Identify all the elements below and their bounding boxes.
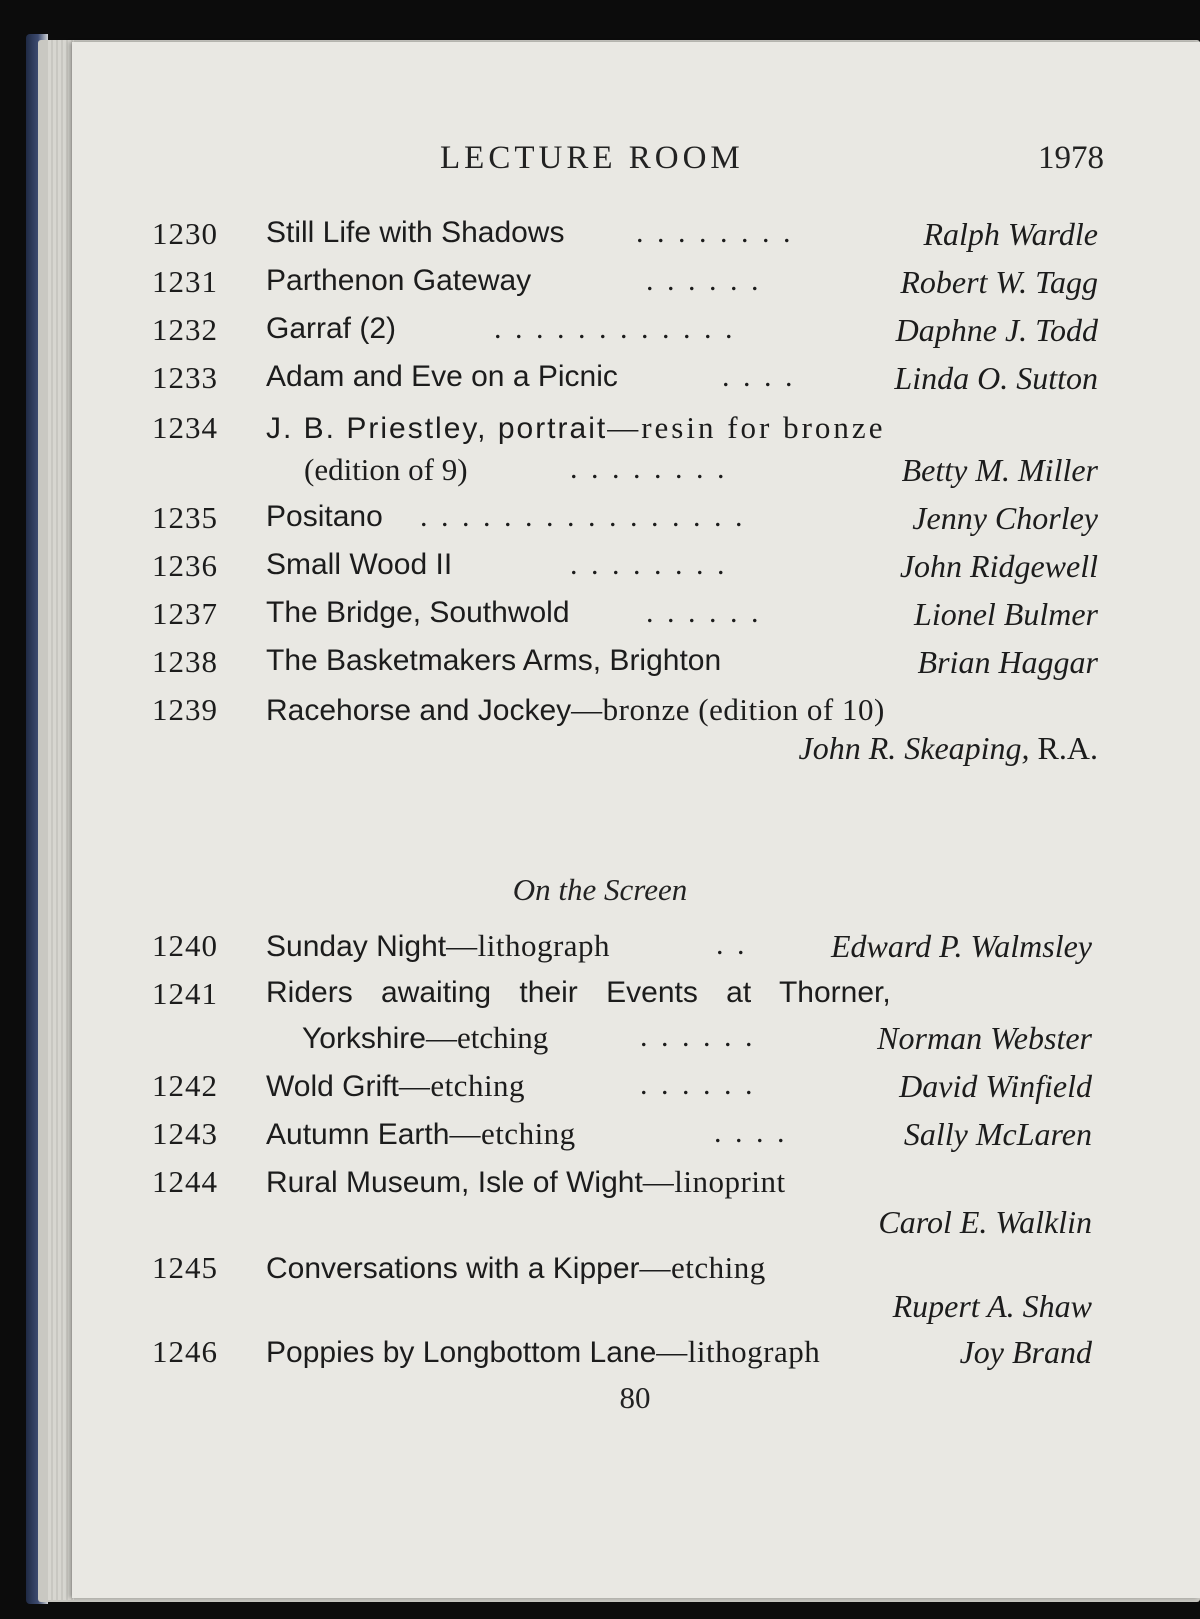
- entry-artist: John Ridgewell: [899, 548, 1098, 584]
- entry-number: 1243: [152, 1116, 218, 1151]
- entry-title: [266, 1116, 576, 1152]
- catalogue-entry: [0, 360, 1200, 400]
- entry-number: 1236: [152, 548, 218, 583]
- entry-medium: —etching: [639, 1250, 766, 1285]
- entry-artist: Ralph Wardle: [923, 216, 1098, 252]
- entry-medium: —resin for bronze: [607, 410, 886, 445]
- catalogue-entry: [0, 596, 1200, 636]
- entry-artist: Jenny Chorley: [912, 500, 1098, 536]
- entry-number: 1242: [152, 1068, 218, 1103]
- entry-title: The Bridge, Southwold: [266, 596, 570, 629]
- year: 1978: [1038, 140, 1104, 176]
- entry-number: 1230: [152, 216, 218, 251]
- entry-title: Still Life with Shadows: [266, 216, 565, 249]
- entry-medium: —etching: [425, 1020, 549, 1055]
- catalogue-entry: [0, 264, 1200, 304]
- entry-medium: —bronze (edition of 10): [571, 692, 885, 727]
- entry-title: Parthenon Gateway: [266, 264, 532, 297]
- entry-continuation: (edition of 9): [304, 452, 468, 487]
- leader-dots: . . . . . . . . . . . .: [494, 312, 736, 345]
- catalogue-entry: [0, 1068, 1200, 1108]
- entry-number: 1235: [152, 500, 218, 535]
- catalogue-entry: [0, 312, 1200, 352]
- leader-dots: . . . . . . . .: [570, 452, 728, 485]
- entry-number: 1238: [152, 644, 218, 679]
- entry-title: Small Wood II: [266, 548, 453, 581]
- entry-number: 1241: [152, 976, 218, 1011]
- leader-dots: . . . . . . . .: [636, 216, 794, 249]
- catalogue-entry: [0, 216, 1200, 256]
- entry-artist: David Winfield: [899, 1068, 1092, 1104]
- entry-artist: Sally McLaren: [903, 1116, 1092, 1152]
- leader-dots: . . . .: [722, 360, 796, 393]
- entry-artist: [799, 730, 1099, 767]
- entry-title: [266, 410, 885, 446]
- entry-artist: Joy Brand: [959, 1334, 1092, 1370]
- entry-title: Adam and Eve on a Picnic: [266, 360, 618, 393]
- section-heading: On the Screen: [512, 872, 688, 907]
- entry-artist: Linda O. Sutton: [894, 360, 1098, 396]
- running-head: LECTURE ROOM: [440, 140, 744, 176]
- entry-title: Riders awaiting their Events at Thorner,: [266, 976, 891, 1009]
- leader-dots: . .: [716, 928, 748, 961]
- entry-title-text: Sunday Night: [266, 930, 447, 963]
- entry-number: 1233: [152, 360, 218, 395]
- entry-number: 1239: [152, 692, 218, 727]
- catalogue-entry: [0, 644, 1200, 684]
- catalogue-entry-continuation: [0, 452, 1200, 492]
- catalogue-entry: [0, 548, 1200, 588]
- entry-title: Garraf (2): [266, 312, 397, 345]
- catalogue-entry: [0, 928, 1200, 968]
- catalogue-entry-continuation: [0, 1288, 1200, 1328]
- catalogue-entry: [0, 1164, 1200, 1204]
- entry-artist: Lionel Bulmer: [914, 596, 1098, 632]
- entry-medium: —etching: [449, 1116, 576, 1151]
- leader-dots: . . . . . .: [646, 596, 762, 629]
- page-number: 80: [619, 1380, 651, 1415]
- entry-number: 1245: [152, 1250, 218, 1285]
- entry-medium: —linoprint: [642, 1164, 786, 1199]
- catalogue-entry: [0, 1250, 1200, 1290]
- entry-medium: —etching: [398, 1068, 526, 1103]
- entry-number: 1240: [152, 928, 218, 963]
- entry-title: [266, 1068, 525, 1104]
- entry-artist: Robert W. Tagg: [900, 264, 1098, 300]
- entry-artist: Norman Webster: [877, 1020, 1092, 1056]
- entry-title-text: Autumn Earth: [266, 1118, 450, 1151]
- leader-dots: . . . . . .: [640, 1068, 756, 1101]
- entry-continuation: [302, 1020, 548, 1056]
- entry-title: [266, 1334, 820, 1370]
- catalogue-entry-continuation: [0, 730, 1200, 770]
- entry-artist-name: John R. Skeaping,: [798, 730, 1030, 766]
- catalogue-entry-continuation: [0, 1020, 1200, 1060]
- entry-number: 1234: [152, 410, 218, 445]
- entry-title-text: Rural Museum, Isle of Wight: [266, 1166, 643, 1199]
- entry-title-text: Conversations with a Kipper: [266, 1252, 640, 1285]
- leader-dots: . . . . . . . . . . . . . . . .: [420, 500, 746, 533]
- entry-artist: Rupert A. Shaw: [892, 1288, 1092, 1324]
- entry-number: 1237: [152, 596, 218, 631]
- entry-title-text: Wold Grift: [266, 1070, 399, 1103]
- entry-medium: —lithograph: [446, 928, 611, 963]
- catalogue-entry: [0, 1334, 1200, 1374]
- catalogue-entry: [0, 692, 1200, 732]
- entry-title: [266, 692, 885, 728]
- entry-continuation-text: Yorkshire: [302, 1022, 426, 1055]
- entry-title-text: Racehorse and Jockey: [266, 694, 572, 727]
- entry-artist: Brian Haggar: [917, 644, 1098, 680]
- entry-number: 1231: [152, 264, 218, 299]
- catalogue-entry: [0, 1116, 1200, 1156]
- leader-dots: . . . . . . . .: [570, 548, 728, 581]
- entry-title: [266, 1250, 766, 1286]
- entry-number: 1244: [152, 1164, 218, 1199]
- catalogue-entry: [0, 976, 1200, 1016]
- entry-title: The Basketmakers Arms, Brighton: [266, 644, 722, 677]
- entry-number: 1246: [152, 1334, 218, 1369]
- entry-artist: Daphne J. Todd: [895, 312, 1098, 348]
- entry-artist: Carol E. Walklin: [878, 1204, 1092, 1240]
- entry-title: [266, 928, 610, 964]
- catalogue-entry-continuation: [0, 1204, 1200, 1244]
- leader-dots: . . . . . .: [640, 1020, 756, 1053]
- entry-medium: —lithograph: [656, 1334, 821, 1369]
- leader-dots: . . . . . .: [646, 264, 762, 297]
- entry-title-text: J. B. Priestley, portrait: [266, 412, 608, 445]
- entry-title-text: Poppies by Longbottom Lane: [266, 1336, 657, 1369]
- catalogue-entry: [0, 500, 1200, 540]
- entry-title: [266, 1164, 786, 1200]
- entry-number: 1232: [152, 312, 218, 347]
- leader-dots: . . . .: [714, 1116, 788, 1149]
- entry-artist-suffix: R.A.: [1037, 730, 1098, 766]
- entry-title: Positano: [266, 500, 383, 533]
- entry-artist: Edward P. Walmsley: [830, 928, 1092, 964]
- entry-artist: Betty M. Miller: [901, 452, 1098, 488]
- catalogue-entry: [0, 410, 1200, 450]
